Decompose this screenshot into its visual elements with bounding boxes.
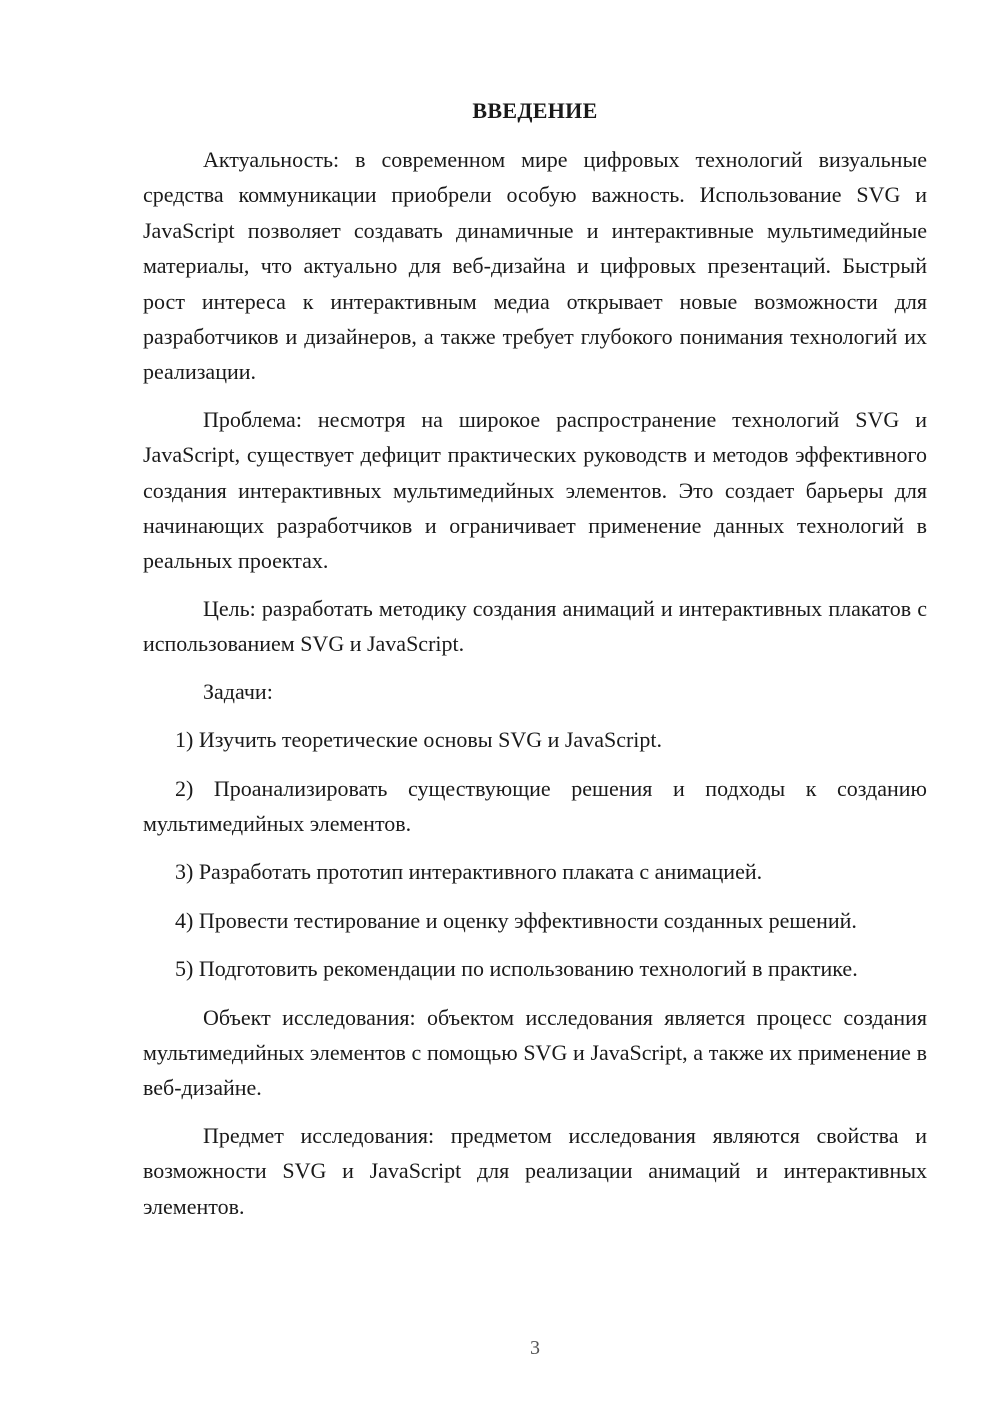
goal-paragraph: Цель: разработать методику создания анимаций и интерактивных плакатов с использованием SVG и JavaScript. bbox=[143, 595, 927, 657]
section-body bbox=[143, 142, 927, 1236]
page-number: 3 bbox=[530, 1337, 540, 1359]
task-item-3: 3) Разработать прототип интерактивного плаката с анимацией. bbox=[175, 859, 763, 885]
task-item-4: 4) Провести тестирование и оценку эффективности созданных решений. bbox=[175, 907, 857, 933]
object-paragraph: Объект исследования: объектом исследования является процесс создания мультимедийных элементов с помощью SVG и JavaScript, а также их применение в веб-дизайне. bbox=[143, 1004, 927, 1101]
subject-paragraph: Предмет исследования: предметом исследования являются свойства и возможности SVG и JavaScript для реализации анимаций и интерактивных элементов. bbox=[143, 1122, 927, 1219]
section-title: ВВЕДЕНИЕ bbox=[472, 98, 598, 123]
task-item-5: 5) Подготовить рекомендации по использованию технологий в практике. bbox=[175, 956, 858, 982]
task-item-1: 1) Изучить теоретические основы SVG и JavaScript. bbox=[175, 727, 663, 753]
document-page bbox=[143, 0, 927, 1414]
task-item-2: 2) Проанализировать существующие решения и подходы к созданию мультимедийных элементов. bbox=[143, 775, 927, 836]
problem-paragraph: Проблема: несмотря на широкое распространение технологий SVG и JavaScript, существует дефицит практических руководств и методов эффективного создания интерактивных мультимедийных элементов. Это создает барьеры для начинающих разработчиков и ограничивает применение данных технологий в реальных проектах. bbox=[143, 406, 927, 574]
relevance-paragraph: Актуальность: в современном мире цифровых технологий визуальные средства коммуникации приобрели особую важность. Использование SVG и JavaScript позволяет создавать динамичные и интерактивные мультимедийные материалы, что актуально для веб-дизайна и цифровых презентаций. Быстрый рост интереса к интерактивным медиа открывает новые возможности для разработчиков и дизайнеров, а также требует глубокого понимания технологий их реализации. bbox=[143, 147, 927, 385]
tasks-heading: Задачи: bbox=[203, 678, 273, 704]
